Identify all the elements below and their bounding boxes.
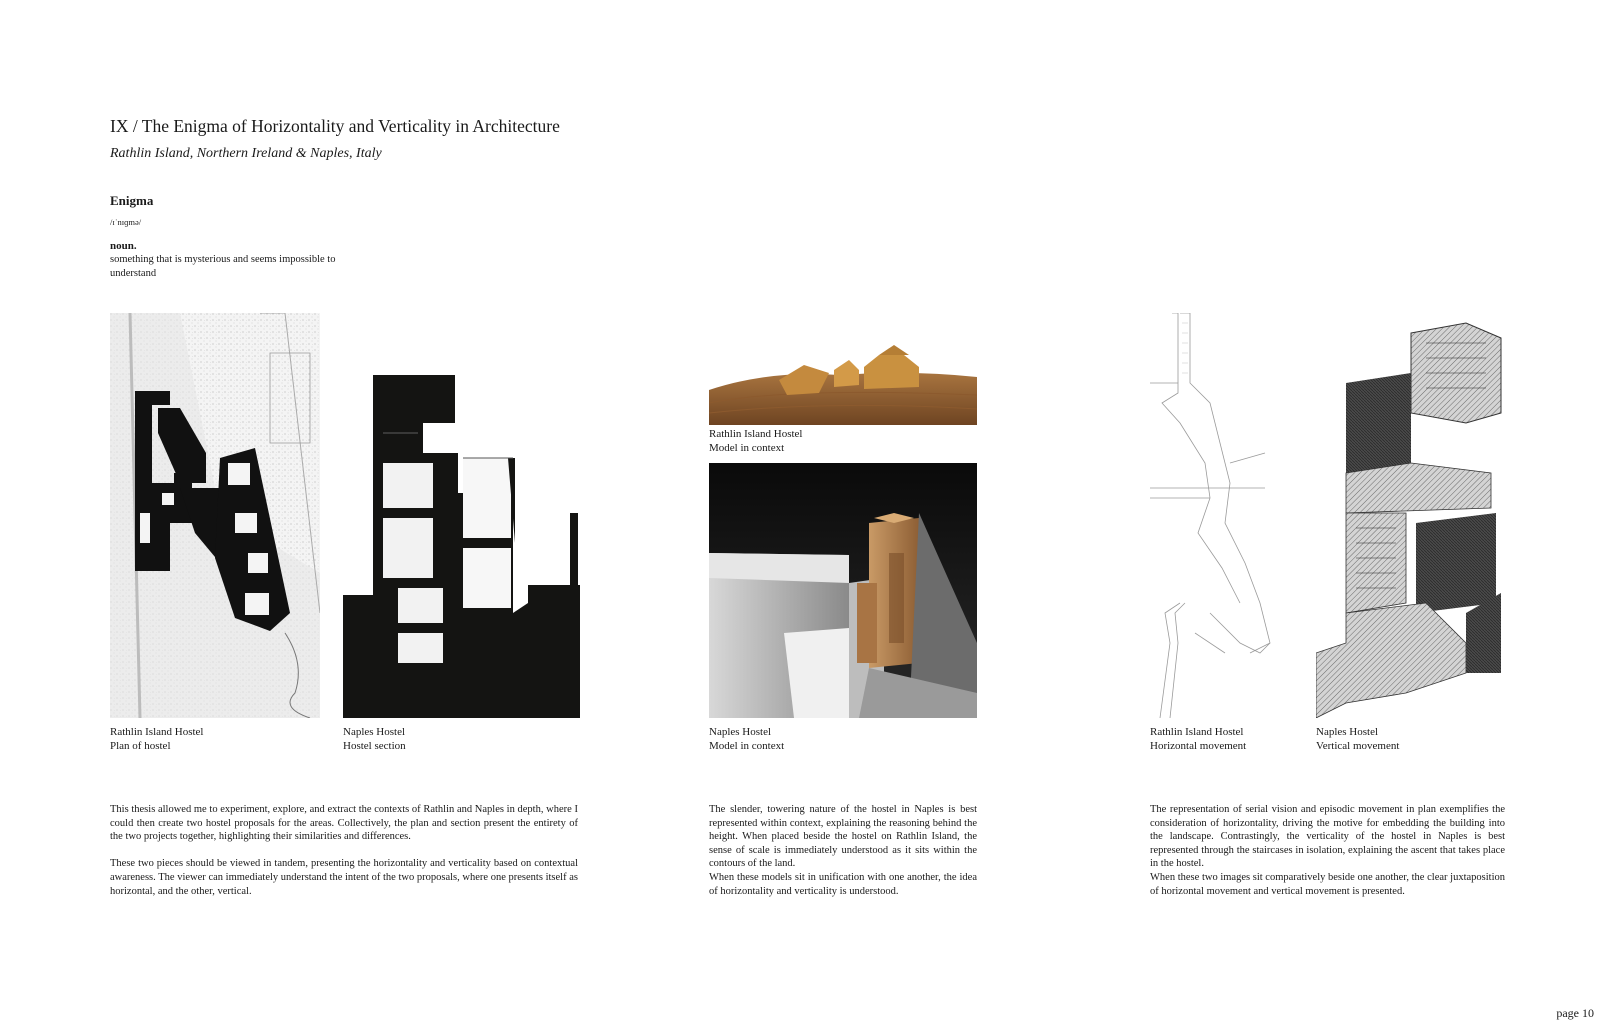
caption-plan	[110, 726, 204, 753]
naples-model-photo	[709, 463, 977, 718]
paragraph: The slender, towering nature of the hostel in Naples is best represented within context, explaining the reasoning behind the height. When placed beside the hostel on Rathlin Island, the sense of scale is immediately understood as it sits within the contours of the land.	[709, 804, 977, 870]
page-number: page 10	[1556, 1006, 1594, 1020]
paragraph: These two pieces should be viewed in tandem, presenting the horizontality and verticality based on contextual awareness. The viewer can immediately understand the intent of the two proposals, where one presents itself as horizontal, and the other, vertical.	[110, 858, 578, 897]
definition-meaning: something that is mysterious and seems impossible to understand	[110, 254, 336, 279]
caption-line: Horizontal movement	[1150, 739, 1247, 752]
rathlin-plan-drawing	[110, 313, 320, 718]
definition-pronunciation: /ɪˈnɪɡmə/	[110, 217, 142, 227]
caption-line: Rathlin Island Hostel	[709, 428, 803, 440]
paragraph: When these models sit in unification with one another, the idea of horizontality and verticality is understood.	[709, 871, 977, 897]
caption-line: Naples Hostel	[709, 726, 772, 738]
caption-line: Naples Hostel	[1316, 726, 1379, 738]
horizontal-movement-drawing	[1150, 313, 1280, 718]
caption-line: Vertical movement	[1316, 739, 1400, 752]
paragraph: When these two images sit comparatively beside one another, the clear juxtaposition of horizontal movement and vertical movement is presented.	[1150, 871, 1505, 897]
definition-term: Enigma	[110, 193, 154, 208]
caption-rathlin-model	[709, 428, 803, 455]
caption-line: Hostel section	[343, 739, 406, 752]
text-column-1	[110, 803, 578, 898]
definition-part-of-speech: noun.	[110, 240, 137, 252]
text-column-2	[709, 803, 977, 898]
paragraph: The representation of serial vision and episodic movement in plan exemplifies the consideration of horizontality, driving the motive for embedding the building into the landscape. Contrastingly, the verticality of the hostel in Naples is best represented through the staircases in isolation, explaining the ascent that takes place in the hostel.	[1150, 804, 1505, 870]
text-column-3	[1150, 803, 1505, 898]
caption-line: Plan of hostel	[110, 739, 171, 752]
caption-line: Model in context	[709, 441, 785, 454]
caption-line: Rathlin Island Hostel	[1150, 726, 1244, 738]
paragraph: This thesis allowed me to experiment, explore, and extract the contexts of Rathlin and Naples in depth, where I could then create two hostel proposals for the areas. Collectively, the plan and section present the entirety of the two projects together, highlighting their similarities and differences.	[110, 804, 578, 843]
page-subtitle: Rathlin Island, Northern Ireland & Naples, Italy	[110, 146, 382, 161]
caption-line: Naples Hostel	[343, 726, 406, 738]
caption-line: Rathlin Island Hostel	[110, 726, 204, 738]
naples-section-drawing	[343, 313, 580, 718]
page-title: IX / The Enigma of Horizontality and Verticality in Architecture	[110, 116, 560, 136]
rathlin-model-photo	[709, 315, 977, 425]
caption-line: Model in context	[709, 739, 785, 752]
caption-section	[343, 726, 406, 753]
caption-horizontal	[1150, 726, 1246, 753]
vertical-movement-drawing	[1316, 313, 1506, 718]
caption-vertical	[1316, 726, 1399, 753]
caption-naples-model	[709, 726, 784, 753]
